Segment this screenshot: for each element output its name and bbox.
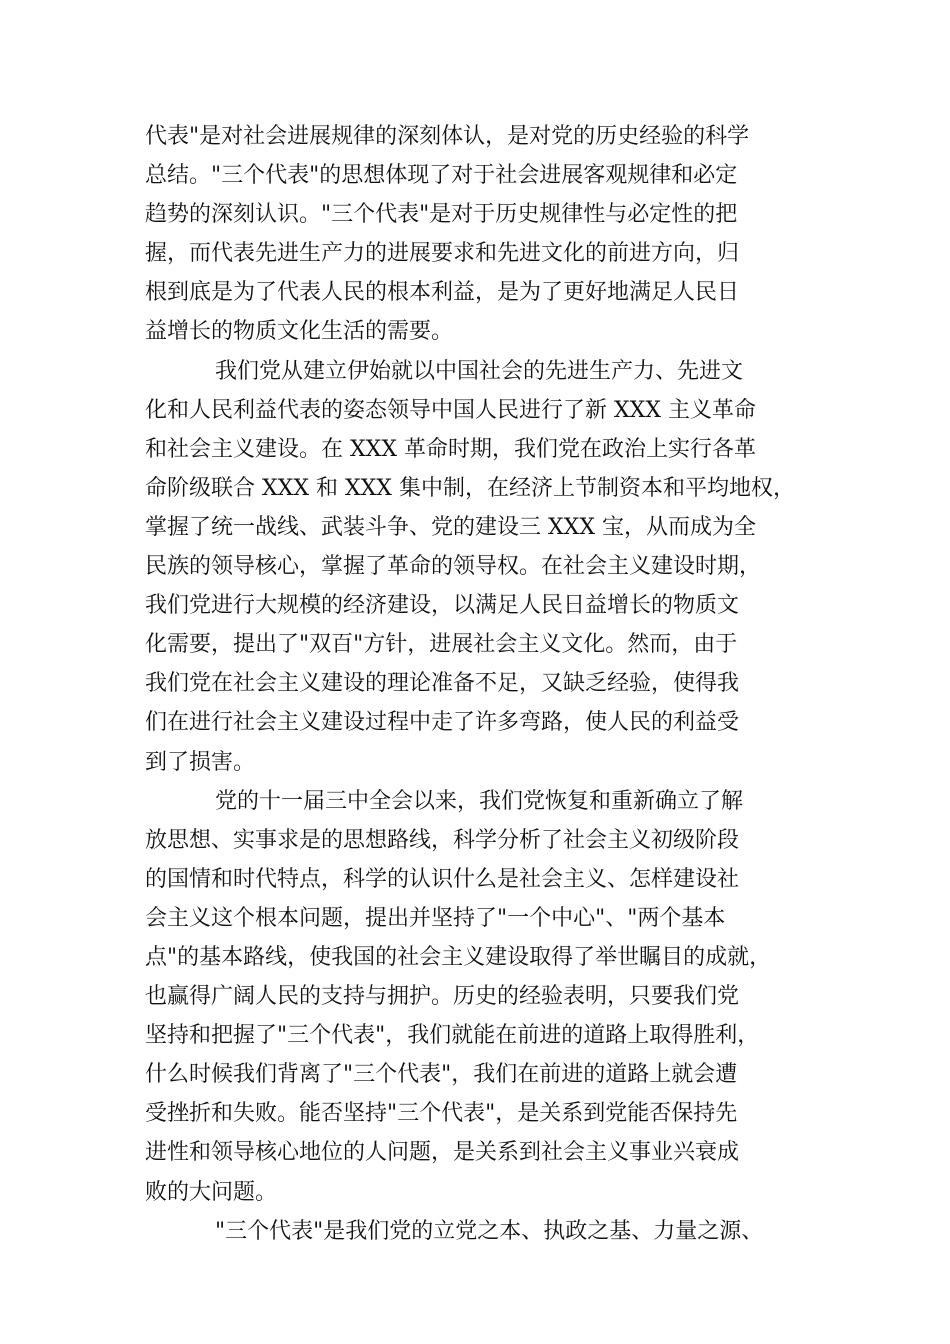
- text-line: 和社会主义建设。在 XXX 革命时期，我们党在政治上实行各革: [145, 436, 756, 462]
- text-line: 握，而代表先进生产力的进展要求和先进文化的前进方向，归: [145, 241, 740, 267]
- text-line: 的国情和时代特点，科学的认识什么是社会主义、怎样建设社: [145, 866, 740, 892]
- text-line: 我们党从建立伊始就以中国社会的先进生产力、先进文: [215, 358, 744, 384]
- text-line: 放思想、实事求是的思想路线，科学分析了社会主义初级阶段: [145, 827, 740, 853]
- text-line: 到了损害。: [145, 749, 256, 775]
- text-line: 根到底是为了代表人民的根本利益，是为了更好地满足人民日: [145, 280, 740, 306]
- text-line: 进性和领导核心地位的人问题，是关系到社会主义事业兴衰成: [145, 1140, 740, 1166]
- text-line: 会主义这个根本问题，提出并坚持了"一个中心"、"两个基本: [145, 905, 726, 931]
- text-line: 点"的基本路线，使我国的社会主义建设取得了举世瞩目的成就，: [145, 944, 772, 970]
- text-line: 也赢得广阔人民的支持与拥护。历史的经验表明，只要我们党: [145, 984, 740, 1010]
- text-line: 我们党进行大规模的经济建设，以满足人民日益增长的物质文: [145, 593, 740, 619]
- text-line: 受挫折和失败。能否坚持"三个代表"，是关系到党能否保持先: [145, 1101, 738, 1127]
- text-line: 代表"是对社会进展规律的深刻体认，是对党的历史经验的科学: [145, 124, 750, 149]
- text-line: 化需要，提出了"双百"方针，进展社会主义文化。然而，由于: [145, 632, 738, 658]
- text-line: 趋势的深刻认识。"三个代表"是对于历史规律性与必定性的把: [145, 202, 738, 228]
- text-line: 总结。"三个代表"的思想体现了对于社会进展客观规律和必定: [145, 163, 738, 189]
- text-line: 什么时候我们背离了"三个代表"，我们在前进的道路上就会遭: [145, 1062, 738, 1088]
- text-line: "三个代表"是我们党的立党之本、执政之基、力量之源、: [215, 1218, 764, 1244]
- text-line: 化和人民利益代表的姿态领导中国人民进行了新 XXX 主义革命: [145, 397, 756, 423]
- text-line: 命阶级联合 XXX 和 XXX 集中制，在经济上节制资本和平均地权，: [145, 475, 795, 501]
- document-body: [145, 117, 815, 1251]
- text-line: 民族的领导核心，掌握了革命的领导权。在社会主义建设时期，: [145, 554, 762, 580]
- text-line: 们在进行社会主义建设过程中走了许多弯路，使人民的利益受: [145, 710, 740, 736]
- text-line: 坚持和把握了"三个代表"，我们就能在前进的道路上取得胜利，: [145, 1023, 760, 1049]
- text-line: 掌握了统一战线、武装斗争、党的建设三 XXX 宝，从而成为全: [145, 514, 756, 540]
- text-line: 益增长的物质文化生活的需要。: [145, 319, 454, 345]
- text-line: 党的十一届三中全会以来，我们党恢复和重新确立了解: [215, 788, 744, 814]
- text-line: 我们党在社会主义建设的理论准备不足，又缺乏经验，使得我: [145, 671, 740, 697]
- text-line: 败的大问题。: [145, 1179, 278, 1205]
